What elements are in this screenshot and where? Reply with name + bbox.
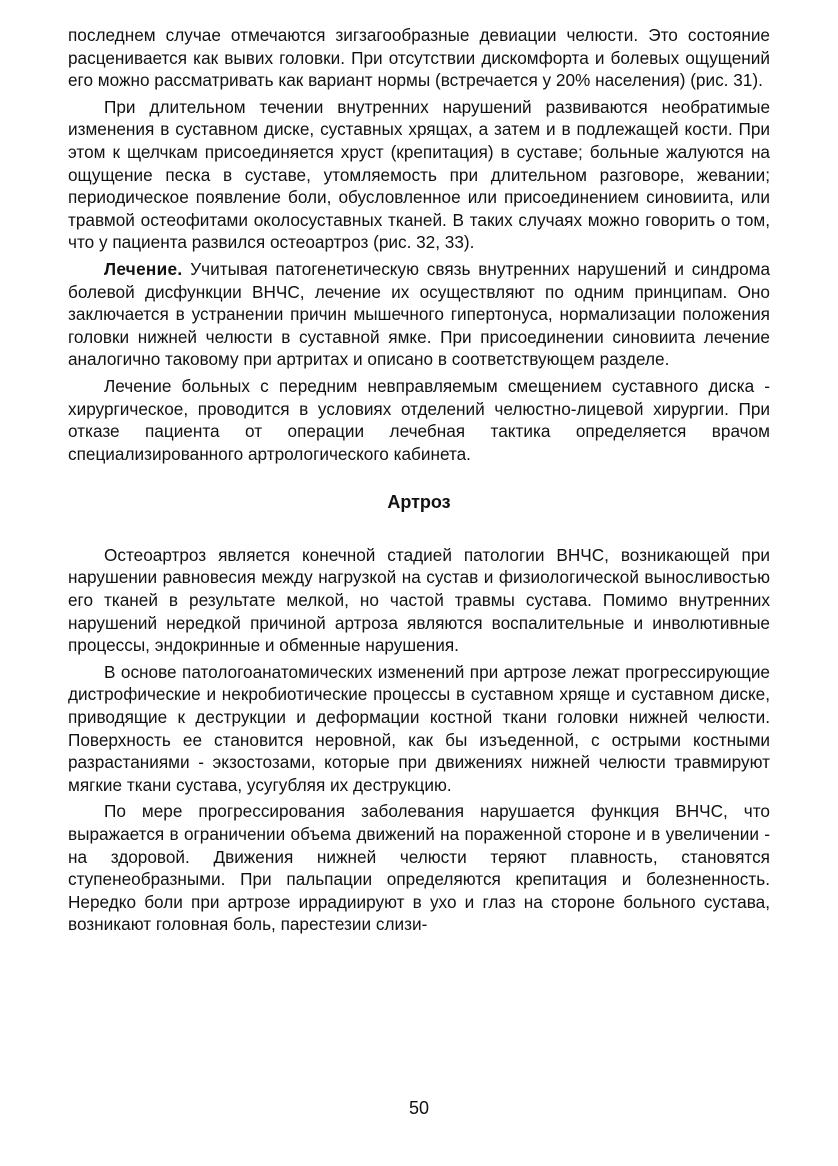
paragraph-osteoarthrosis: Остеоартроз является конечной стадией патологии ВНЧС, возникающей при нарушении равновесия между нагрузкой на сустав и физиологической выносливостью его тканей в результате мелкой, но частой травмы сустава. Помимо внутренних нарушений нередкой причиной артроза являются воспалительные и инволютивные процессы, эндокринные и обменные нарушения. [68, 544, 770, 656]
paragraph-surgery: Лечение больных с передним невправляемым смещением суставного диска - хирургическое, проводится в условиях отделений челюстно-лицевой хирургии. При отказе пациента от операции лечебная тактика определяется врачом специализированного артрологического кабинета. [68, 375, 770, 464]
treatment-text: Учитывая патогенетическую связь внутренних нарушений и синдрома болевой дисфункции ВНЧС, лечение их осуществляют по одним принципам. Оно заключается в устранении причин мышечного гипертонуса, нормализации положения головки нижней челюсти в суставной ямке. При присоединении синовиита лечение аналогично таковому при артритах и описано в соответствующем разделе. [68, 258, 770, 370]
treatment-label: Лечение. [104, 258, 183, 279]
paragraph-progression: По мере прогрессирования заболевания нарушается функция ВНЧС, что выражается в ограничении объема движений на пораженной стороне и в увеличении - на здоровой. Движения нижней челюсти теряют плавность, становятся ступенеобразными. При пальпации определяются крепитация и болезненность. Нередко боли при артрозе иррадиируют в ухо и глаз на стороне больного сустава, возникают головная боль, парестезии слизи- [68, 801, 770, 935]
paragraph-continuation: последнем случае отмечаются зигзагообразные девиации челюсти. Это состояние расценивается как вывих головки. При отсутствии дискомфорта и болевых ощущений его можно рассматривать как вариант нормы (встречается у 20% населения) (рис. 31). [68, 25, 770, 91]
paragraph-pathology: В основе патологоанатомических изменений при артрозе лежат прогрессирующие дистрофические и некробиотические процессы в суставном хряще и суставном диске, приводящие к деструкции и деформации костной ткани головки нижней челюсти. Поверхность ее становится неровной, как бы изъеденной, с острыми костными разрастаниями - экзостозами, которые при движениях нижней челюсти травмируют мягкие ткани сустава, усугубляя их деструкцию. [68, 661, 770, 795]
page-number: 50 [408, 1098, 430, 1118]
section-title: Артроз [387, 492, 451, 513]
page-body [68, 24, 770, 940]
paragraph-treatment [68, 258, 770, 371]
paragraph-internal-disorders: При длительном течении внутренних нарушений развиваются необратимые изменения в суставном диске, суставных хрящах, а затем и в подлежащей кости. При этом к щелчкам присоединяется хруст (крепитация) в суставе; больные жалуются на ощущение песка в суставе, утомляемость при длительном разговоре, жевании; периодическое появление боли, обусловленное или присоединением синовиита, или травмой остеофитами околосуставных тканей. В таких случаях можно говорить о том, что у пациента развился остеоартроз (рис. 32, 33). [68, 96, 770, 253]
